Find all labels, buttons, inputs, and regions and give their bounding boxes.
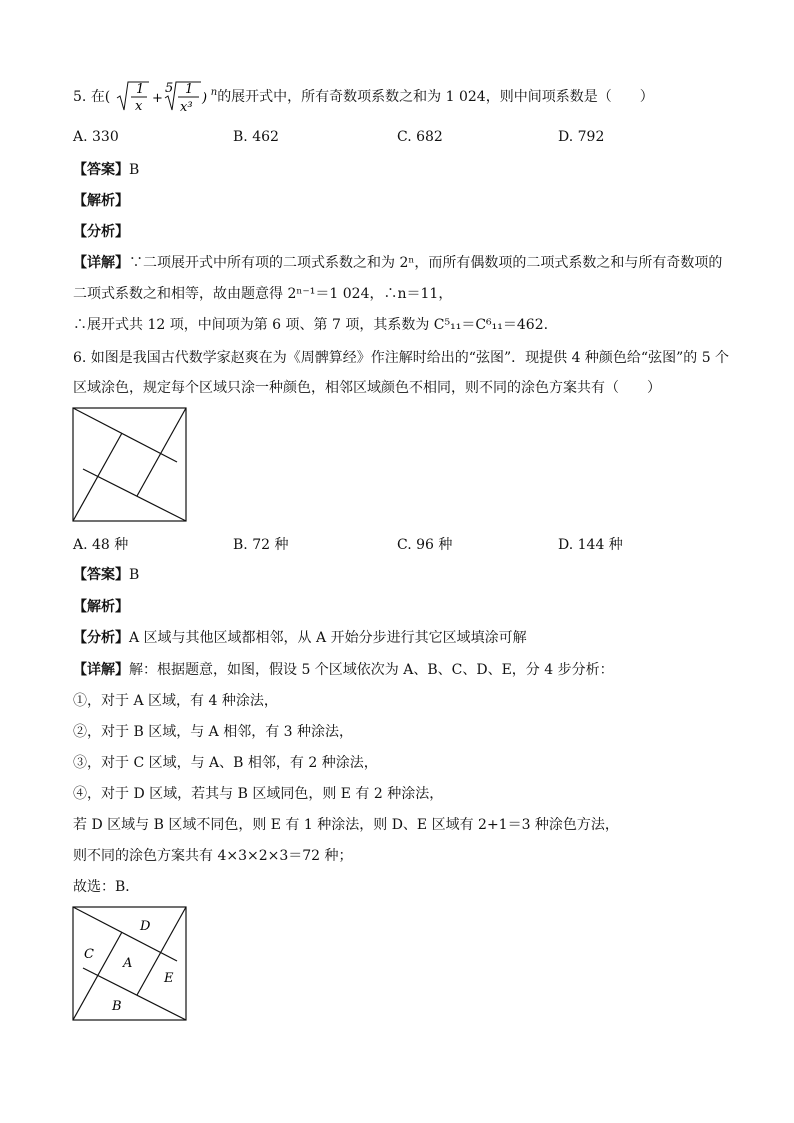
q5-options — [73, 129, 713, 149]
q6-figure — [72, 407, 188, 523]
q6-figure-outer-square — [73, 408, 186, 521]
q5-analysis — [73, 191, 129, 211]
q5-answer — [73, 160, 139, 180]
q6-step-1: ①，对于 A 区域，有 4 种涂法， — [73, 693, 278, 709]
q5-frac2-num: 1 — [184, 82, 194, 97]
q6-detail-1 — [73, 660, 614, 680]
q6-answer-value: B — [129, 567, 140, 583]
q5-root-index: 5 — [164, 81, 174, 96]
q6-figure-line-4 — [73, 433, 122, 521]
q5-fenxi-label: 【分析】 — [73, 224, 129, 240]
q6-step-4b: 若 D 区域与 B 区域不同色，则 E 有 1 种涂法，则 D、E 区域有 2+1＝3 种涂色方法， — [73, 817, 619, 833]
q6-option-c[interactable]: C. 96 种 — [397, 537, 453, 553]
q5-detail-text-1: ∵二项展开式中所有项的二项式系数之和为 2ⁿ，而所有偶数项的二项式系数之和与所有奇数项的 — [129, 255, 723, 271]
q5-answer-label: 【答案】 — [73, 162, 129, 178]
q5-option-a[interactable]: A. 330 — [73, 129, 119, 145]
q5-answer-value: B — [129, 162, 140, 178]
q6-total: 则不同的涂色方案共有 4×3×2×3＝72 种； — [73, 848, 353, 864]
q5-exponent: n — [210, 87, 218, 98]
q6-fenxi — [73, 628, 527, 648]
q5-text: 的展开式中，所有奇数项系数之和为 1 024，则中间项系数是（ ） — [217, 89, 654, 105]
q5-stem — [73, 80, 654, 114]
q5-analysis-label: 【解析】 — [73, 193, 129, 209]
q6-option-b[interactable]: B. 72 种 — [233, 537, 289, 553]
q5-frac1-num: 1 — [135, 82, 145, 97]
q5-formula — [115, 80, 211, 114]
q6-analysis — [73, 597, 129, 617]
q5-option-c[interactable]: C. 682 — [397, 129, 443, 145]
q6-stem-2: 区域涂色，规定每个区域只涂一种颜色，相邻区域颜色不相同，则不同的涂色方案共有（ ） — [73, 380, 661, 396]
q6-fenxi-label: 【分析】 — [73, 630, 129, 646]
q6-label-a: A — [123, 956, 133, 971]
q6-figure-line-2 — [137, 408, 186, 496]
q5-detail-label: 【详解】 — [73, 255, 129, 271]
q6-figure-line-1 — [73, 408, 177, 462]
q6-option-a[interactable]: A. 48 种 — [73, 537, 129, 553]
q5-frac1-den: x — [134, 99, 143, 114]
q6-label-b: B — [112, 999, 122, 1014]
q6-options — [73, 534, 713, 554]
q6-step-2: ②，对于 B 区域，与 A 相邻，有 3 种涂法， — [73, 724, 354, 740]
q5-prefix: 在( — [90, 89, 111, 105]
q5-close-paren: ) — [201, 91, 207, 106]
q5-option-b[interactable]: B. 462 — [233, 129, 279, 145]
q5-frac2-den: x³ — [179, 100, 193, 114]
q6-conclusion: 故选：B． — [73, 879, 140, 895]
q5-detail-3: ∴展开式共 12 项，中间项为第 6 项、第 7 项，其系数为 C⁵₁₁＝C⁶₁₁＝462. — [73, 317, 549, 333]
q5-plus: + — [151, 91, 163, 106]
q6-label-e: E — [164, 971, 174, 986]
q6-fenxi-text: A 区域与其他区域都相邻，从 A 开始分步进行其它区域填涂可解 — [129, 630, 527, 646]
q5-detail-2: 二项式系数之和相等，故由题意得 2ⁿ⁻¹＝1 024，∴n＝11， — [73, 286, 453, 302]
q6-option-d[interactable]: D. 144 种 — [558, 537, 623, 553]
q6-stem-1: 6. 如图是我国古代数学家赵爽在为《周髀算经》作注解时给出的“弦图”．现提供 4 种颜色给“弦图”的 5 个 — [73, 350, 730, 366]
q6-detail-text-1: 解：根据题意，如图，假设 5 个区域依次为 A、B、C、D、E，分 4 步分析： — [129, 662, 614, 678]
q5-fenxi — [73, 222, 129, 242]
q5-detail-1 — [73, 253, 722, 273]
q6-figure-line-3 — [83, 469, 186, 521]
q5-number: 5. — [73, 89, 87, 105]
q5-option-d[interactable]: D. 792 — [558, 129, 605, 145]
q6-labeled-figure — [72, 906, 188, 1022]
q6-answer — [73, 565, 139, 585]
q6-step-4: ④，对于 D 区域，若其与 B 区域同色，则 E 有 2 种涂法， — [73, 786, 444, 802]
q6-answer-label: 【答案】 — [73, 567, 129, 583]
q6-label-d: D — [140, 919, 151, 934]
q6-analysis-label: 【解析】 — [73, 599, 129, 615]
q6-step-3: ③，对于 C 区域，与 A、B 相邻，有 2 种涂法， — [73, 755, 378, 771]
q6-label-c: C — [84, 947, 94, 962]
q6-detail-label: 【详解】 — [73, 662, 129, 678]
